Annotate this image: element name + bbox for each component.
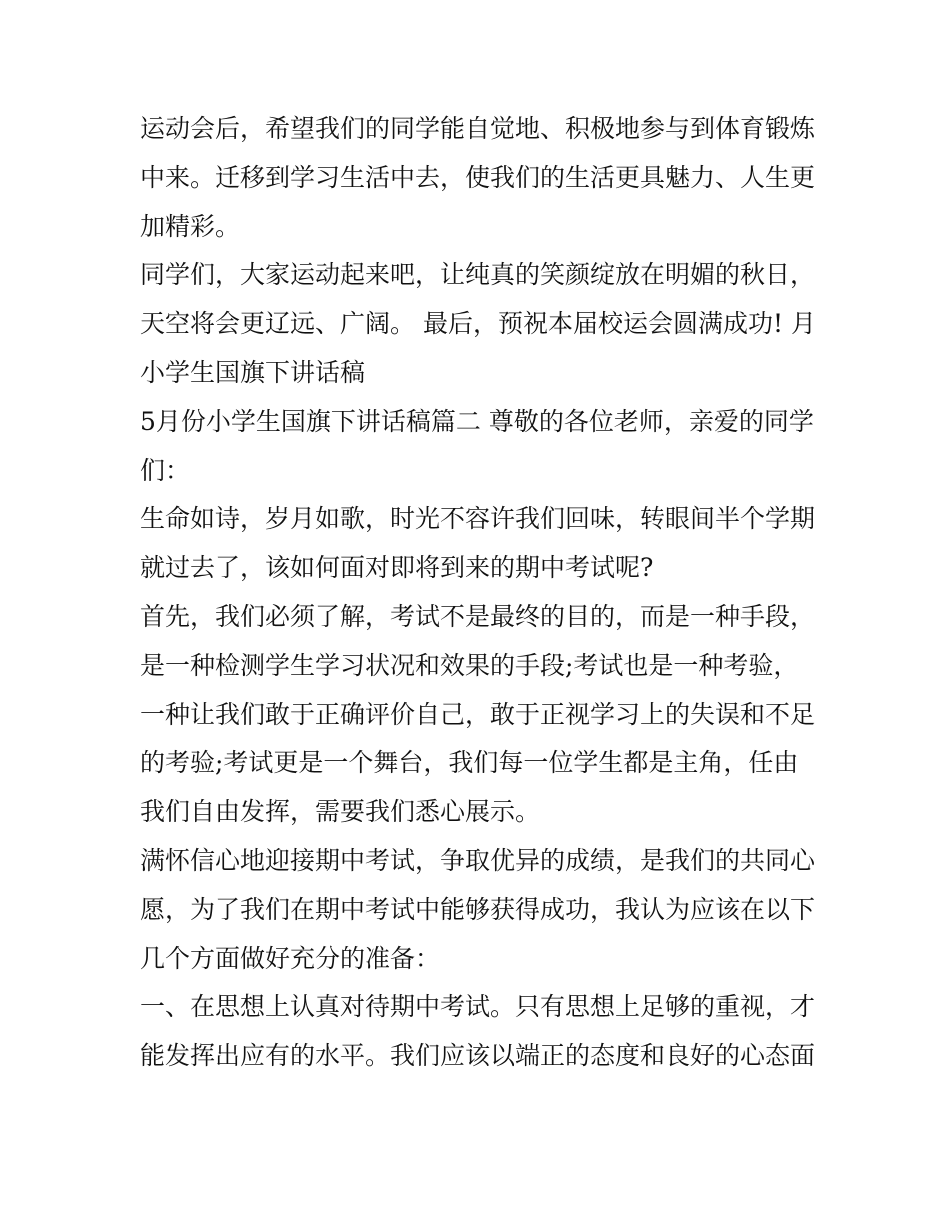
text-line: 首先，我们必须了解，考试不是最终的目的，而是一种手段，: [140, 601, 816, 631]
text-line: 就过去了，该如何面对即将到来的期中考试呢?: [140, 553, 654, 583]
text-line: 生命如诗，岁月如歌，时光不容许我们回味，转眼间半个学期: [140, 504, 816, 534]
text-line: 小学生国旗下讲话稿: [140, 357, 366, 387]
text-line: 我们自由发挥，需要我们悉心展示。: [140, 797, 541, 827]
text-line: 满怀信心地迎接期中考试，争取优异的成绩，是我们的共同心: [140, 845, 816, 875]
text-line: 们：: [140, 455, 191, 485]
text-line: 是一种检测学生学习状况和效果的手段;考试也是一种考验，: [140, 650, 799, 680]
text-line: 愿，为了我们在期中考试中能够获得成功，我认为应该在以下: [140, 894, 816, 924]
text-line: 中来。迁移到学习生活中去，使我们的生活更具魅力、人生更: [140, 162, 816, 192]
text-line: 同学们，大家运动起来吧，让纯真的笑颜绽放在明媚的秋日，: [140, 260, 816, 290]
document-body: [140, 105, 820, 1081]
text-line: 一种让我们敢于正确评价自己，敢于正视学习上的失误和不足: [140, 699, 816, 729]
text-line: 天空将会更辽远、广阔。 最后，预祝本届校运会圆满成功! 月: [140, 309, 816, 339]
text-line: 能发挥出应有的水平。我们应该以端正的态度和良好的心态面: [140, 1041, 816, 1071]
text-line: 加精彩。: [140, 211, 241, 241]
text-line: 运动会后，希望我们的同学能自觉地、积极地参与到体育锻炼: [140, 114, 816, 143]
text-line: 几个方面做好充分的准备：: [140, 943, 441, 973]
text-line: 的考验;考试更是一个舞台，我们每一位学生都是主角，任由: [140, 748, 799, 778]
text-line: 一、在思想上认真对待期中考试。只有思想上足够的重视，才: [140, 992, 816, 1022]
text-line: 5月份小学生国旗下讲话稿篇二 尊敬的各位老师，亲爱的同学: [140, 406, 814, 436]
